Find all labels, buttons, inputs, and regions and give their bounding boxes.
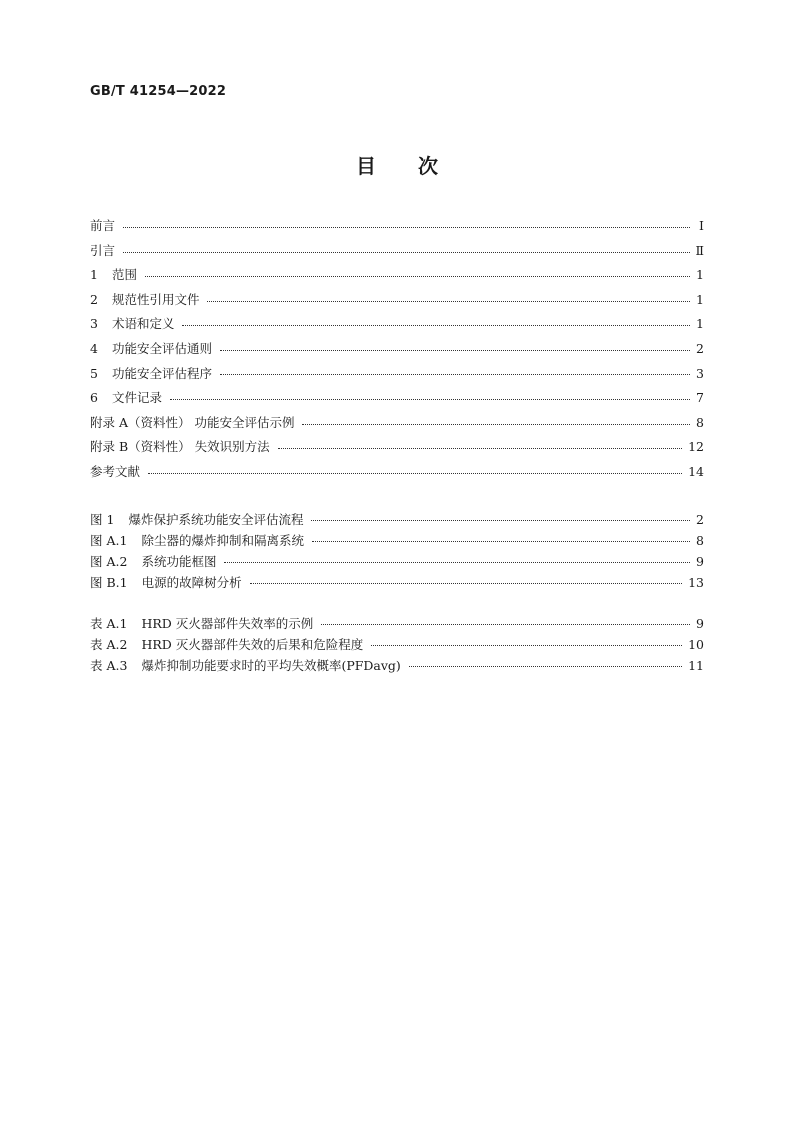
toc-entry[interactable] [90, 362, 704, 387]
toc-entry-title [90, 411, 294, 436]
toc-entry[interactable] [90, 263, 704, 288]
page-title: 目次 [356, 154, 480, 178]
toc-entry-title [90, 634, 363, 655]
toc-entry-label: 除尘器的爆炸抑制和隔离系统 [141, 533, 304, 548]
toc-entry-label: 附录 A（资料性） 功能安全评估示例 [90, 414, 295, 430]
dot-leader [182, 318, 690, 331]
toc-entry-number: 4 [90, 340, 98, 356]
toc-entry-number: 6 [90, 390, 98, 406]
toc-entry-title [90, 551, 216, 572]
toc-entry[interactable] [90, 435, 704, 460]
toc-entry-page: 8 [696, 414, 704, 430]
toc-entry[interactable] [90, 312, 704, 337]
dot-leader [145, 269, 690, 282]
toc-entry-title [90, 239, 115, 264]
toc-entry-page: 2 [696, 512, 704, 527]
toc-entry-number: 表 A.2 [90, 637, 128, 652]
toc-entry-number: 图 B.1 [90, 575, 128, 590]
standard-code: GB/T 41254—2022 [90, 84, 227, 99]
dot-leader [278, 441, 682, 454]
toc-entry-title [90, 509, 303, 530]
dot-leader [224, 555, 690, 568]
toc-entry-page: 12 [688, 439, 704, 455]
toc-entry-label: 系统功能框图 [141, 554, 217, 569]
dot-leader [250, 576, 682, 589]
dot-leader [123, 220, 690, 233]
toc-entry-label: 功能安全评估通则 [111, 340, 212, 356]
toc-entry-page: 1 [696, 291, 704, 307]
toc-entry-number: 2 [90, 291, 98, 307]
toc-entry-number: 图 1 [90, 512, 115, 527]
toc-entry[interactable] [90, 634, 704, 655]
toc-entry-page: 1 [696, 316, 704, 332]
toc-entry[interactable] [90, 214, 704, 239]
toc-entry-page: 3 [696, 365, 704, 381]
toc-entry-number: 1 [90, 267, 98, 283]
toc-entry-page: 10 [688, 637, 704, 652]
dot-leader [220, 343, 690, 356]
toc-entry-title [90, 263, 137, 288]
dot-leader [371, 638, 682, 651]
toc-entry-page: 14 [688, 463, 704, 479]
toc-entry-title [90, 572, 242, 593]
toc-entry-title [90, 214, 115, 239]
dot-leader [123, 245, 689, 258]
toc-figures-list [90, 509, 704, 593]
toc-entry-number: 3 [90, 316, 98, 332]
toc-entry-page: 11 [688, 658, 704, 673]
toc-entry[interactable] [90, 239, 704, 264]
dot-leader [312, 534, 690, 547]
toc-entry-number: 图 A.1 [90, 533, 128, 548]
toc-entry-title [90, 435, 270, 460]
toc-entry-page: Ⅰ [699, 218, 704, 233]
toc-entry-label: 规范性引用文件 [111, 291, 200, 307]
toc-entry-page: 2 [696, 340, 704, 356]
toc-entry-label: 附录 B（资料性） 失效识别方法 [90, 439, 270, 455]
toc-entry-number: 5 [90, 365, 98, 381]
toc-entry-title [90, 530, 304, 551]
dot-leader [311, 513, 690, 526]
toc-entry-label: 爆炸抑制功能要求时的平均失效概率(PFDavg) [141, 658, 401, 673]
toc-entry-label: 引言 [90, 242, 116, 258]
dot-leader [207, 294, 690, 307]
toc-entry-page: 9 [696, 554, 704, 569]
toc-entry-label: 参考文献 [90, 463, 141, 479]
toc-entry-title [90, 613, 313, 634]
toc-entry[interactable] [90, 288, 704, 313]
toc-entry-title [90, 337, 212, 362]
toc-entry[interactable] [90, 655, 704, 676]
toc-entry[interactable] [90, 551, 704, 572]
toc-main-list [90, 214, 704, 485]
dot-leader [148, 466, 682, 479]
toc-entry-page: Ⅱ [695, 242, 704, 258]
toc-entry-title [90, 655, 401, 676]
toc-entry-label: 术语和定义 [111, 316, 175, 332]
toc-entry-page: 9 [696, 616, 704, 631]
dot-leader [170, 392, 690, 405]
toc-entry-label: HRD 灭火器部件失效率的示例 [141, 616, 314, 631]
toc-entry-label: 爆炸保护系统功能安全评估流程 [128, 512, 304, 527]
dot-leader [409, 659, 682, 672]
toc-entry-page: 8 [696, 533, 704, 548]
toc-entry[interactable] [90, 509, 704, 530]
dot-leader [302, 417, 690, 430]
toc-entry-title [90, 288, 199, 313]
toc-entry-number: 表 A.3 [90, 658, 128, 673]
toc-entry-label: HRD 灭火器部件失效的后果和危险程度 [141, 637, 364, 652]
toc-entry-label: 功能安全评估程序 [111, 365, 212, 381]
toc-entry[interactable] [90, 337, 704, 362]
toc-entry-page: 1 [696, 267, 704, 283]
toc-entry[interactable] [90, 613, 704, 634]
dot-leader [220, 368, 690, 381]
toc-entry-label: 前言 [90, 218, 116, 233]
toc-entry-page: 13 [688, 575, 704, 590]
toc-entry[interactable] [90, 572, 704, 593]
toc-tables-list [90, 613, 704, 676]
toc-entry[interactable] [90, 411, 704, 436]
toc-entry-number: 表 A.1 [90, 616, 128, 631]
toc-entry-page: 7 [696, 390, 704, 406]
toc-entry[interactable] [90, 386, 704, 411]
toc-entry-label: 范围 [111, 267, 137, 283]
dot-leader [321, 617, 690, 630]
toc-entry[interactable] [90, 530, 704, 551]
toc-entry-title [90, 312, 174, 337]
toc-entry-title [90, 460, 140, 485]
toc-entry[interactable] [90, 460, 704, 485]
toc-entry-label: 电源的故障树分析 [141, 575, 242, 590]
toc-entry-label: 文件记录 [111, 390, 162, 406]
toc-entry-title [90, 386, 162, 411]
toc-entry-number: 图 A.2 [90, 554, 128, 569]
toc-entry-title [90, 362, 212, 387]
